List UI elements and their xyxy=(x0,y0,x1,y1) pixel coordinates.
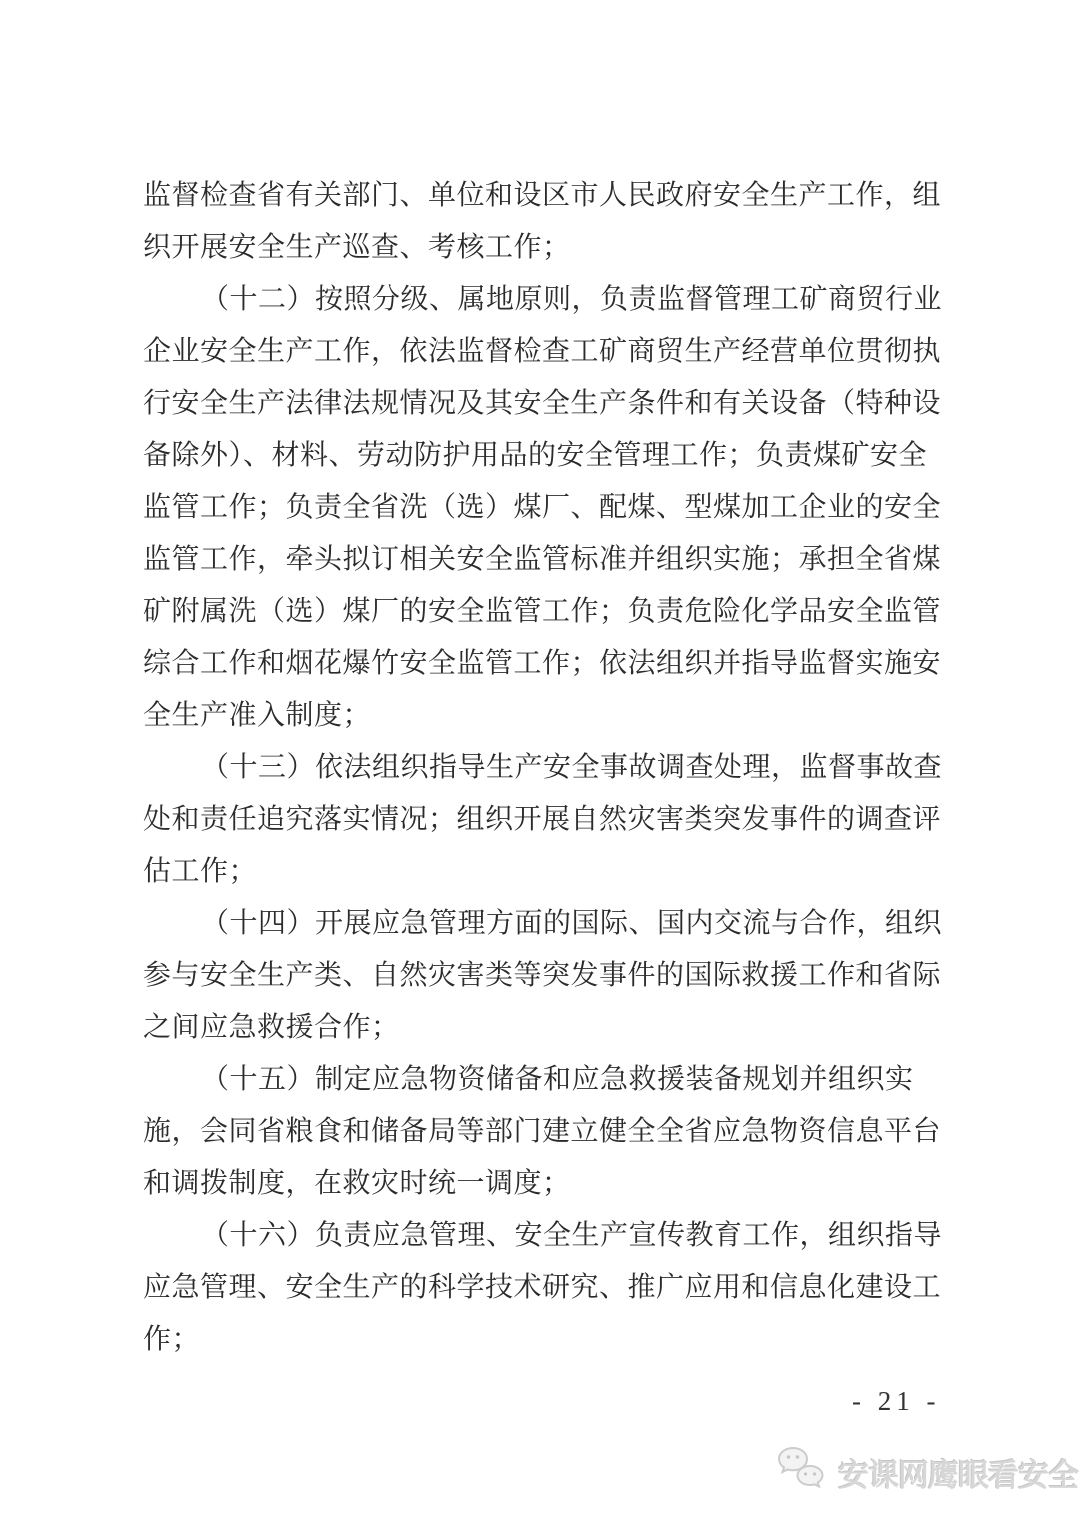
text-line: 综合工作和烟花爆竹安全监管工作；依法组织并指导监督实施安 xyxy=(143,648,942,679)
text-line: 和调拨制度，在救灾时统一调度； xyxy=(143,1168,571,1199)
text-line: 之间应急救援合作； xyxy=(143,1012,400,1043)
text-line: （十二）按照分级、属地原则，负责监督管理工矿商贸行业 xyxy=(201,284,943,315)
text-line: 监管工作，牵头拟订相关安全监管标准并组织实施；承担全省煤 xyxy=(143,544,942,575)
text-line: 施，会同省粮食和储备局等部门建立健全全省应急物资信息平台 xyxy=(143,1116,942,1147)
text-line: 监督检查省有关部门、单位和设区市人民政府安全生产工作，组 xyxy=(143,180,942,211)
document-body xyxy=(143,170,953,1366)
text-line: （十三）依法组织指导生产安全事故调查处理，监督事故查 xyxy=(201,752,943,783)
chat-bubbles-icon xyxy=(772,1444,828,1500)
text-line: 应急管理、安全生产的科学技术研究、推广应用和信息化建设工 xyxy=(143,1272,942,1303)
text-line: 备除外）、材料、劳动防护用品的安全管理工作；负责煤矿安全 xyxy=(143,440,928,471)
text-line: （十六）负责应急管理、安全生产宣传教育工作，组织指导 xyxy=(201,1220,943,1251)
text-line: 矿附属洗（选）煤厂的安全监管工作；负责危险化学品安全监管 xyxy=(143,596,942,627)
text-line: 处和责任追究落实情况；组织开展自然灾害类突发事件的调查评 xyxy=(143,804,942,835)
text-line: 作； xyxy=(143,1324,201,1355)
text-line: 估工作； xyxy=(143,856,258,887)
text-line: 参与安全生产类、自然灾害类等突发事件的国际救援工作和省际 xyxy=(143,960,942,991)
text-line: （十五）制定应急物资储备和应急救援装备规划并组织实 xyxy=(201,1064,914,1095)
text-line: 织开展安全生产巡查、考核工作； xyxy=(143,232,571,263)
watermark-text: 安课网鹰眼看安全 xyxy=(838,1457,1078,1493)
text-line: 企业安全生产工作，依法监督检查工矿商贸生产经营单位贯彻执 xyxy=(143,336,942,367)
text-line: 全生产准入制度； xyxy=(143,700,372,731)
text-line: （十四）开展应急管理方面的国际、国内交流与合作，组织 xyxy=(201,908,943,939)
text-line: 行安全生产法律法规情况及其安全生产条件和有关设备（特种设 xyxy=(143,388,942,419)
page-number: - 21 - xyxy=(852,1386,941,1416)
text-line: 监管工作；负责全省洗（选）煤厂、配煤、型煤加工企业的安全 xyxy=(143,492,942,523)
watermark xyxy=(772,1444,1078,1500)
